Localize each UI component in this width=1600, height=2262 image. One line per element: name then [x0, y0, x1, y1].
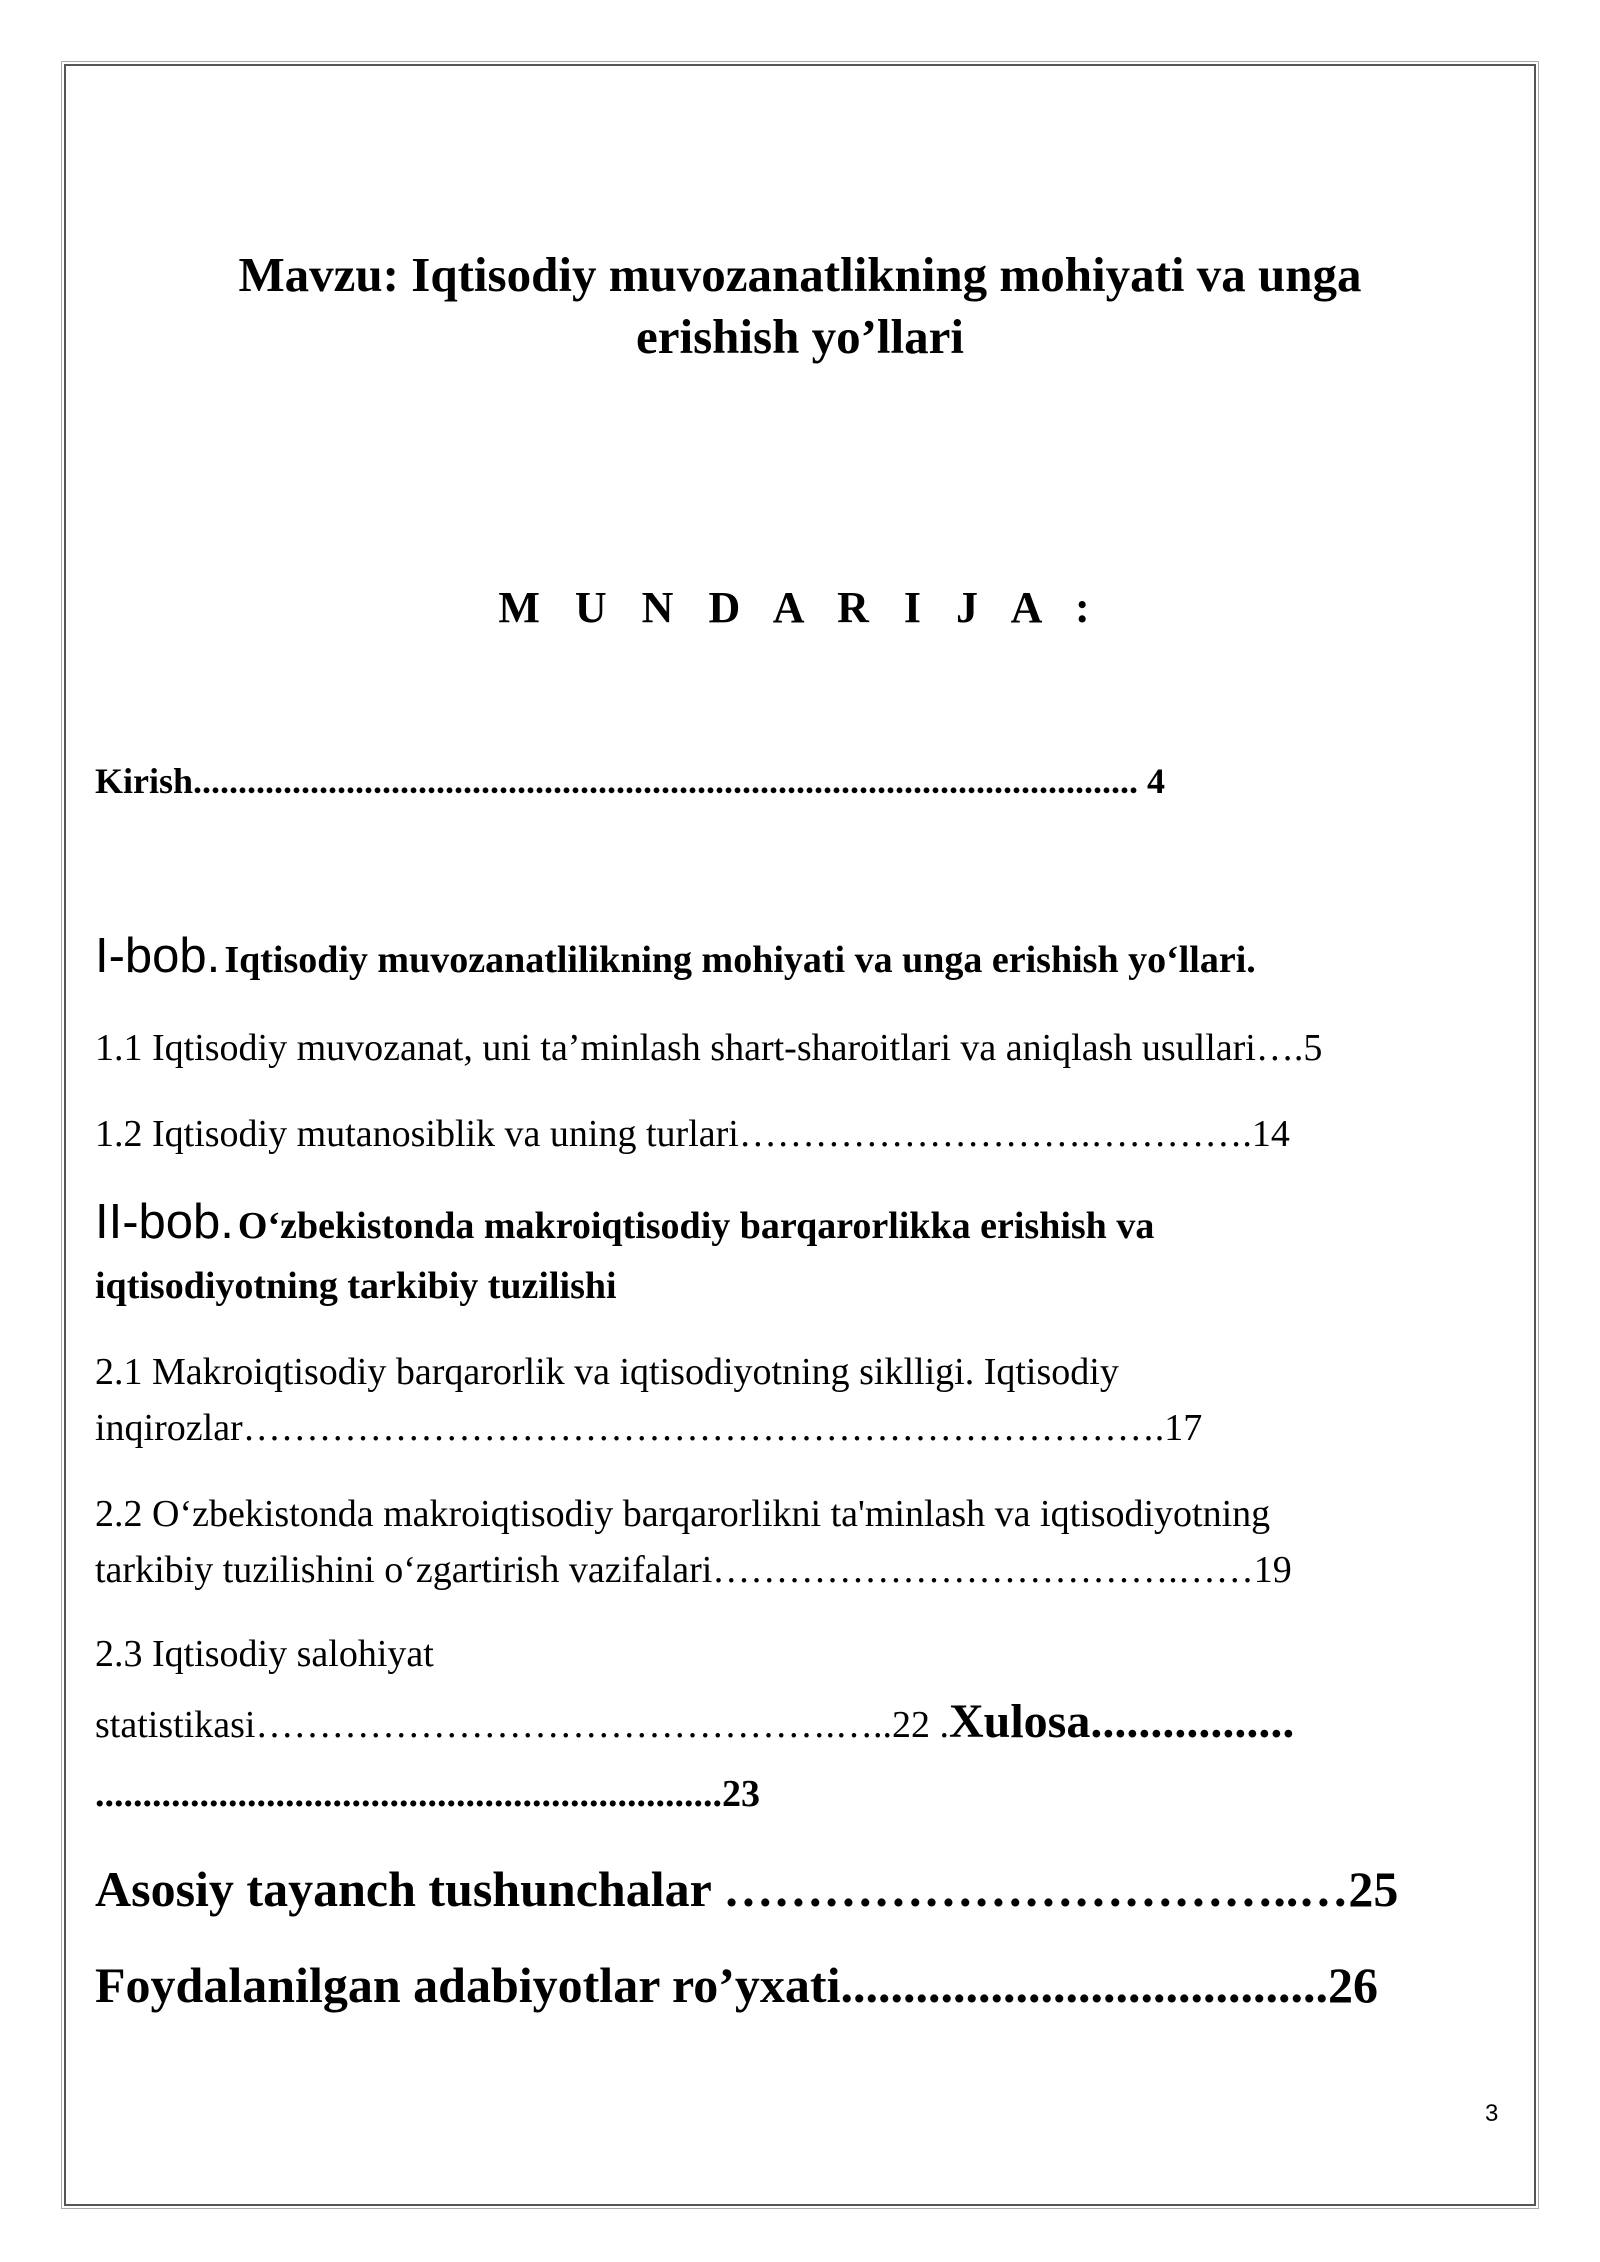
toc-entry-2-2-line-1: 2.2 O‘zbekistonda makroiqtisodiy barqarorlikni ta'minlash va iqtisodiyotning	[95, 1493, 1271, 1535]
page-number: 3	[1485, 2100, 1499, 2127]
title-line-2: erishish yo’llari	[635, 309, 965, 364]
document-title	[0, 244, 1600, 368]
toc-entry-2-3-line-1: 2.3 Iqtisodiy salohiyat	[95, 1633, 434, 1675]
toc-entry-xulosa: Xulosa.................	[948, 1695, 1295, 1748]
toc-entry-2-1-line-1: 2.1 Makroiqtisodiy barqarorlik va iqtisodiyotning siklligi. Iqtisodiy	[95, 1351, 1119, 1393]
toc-entry-2-3-line-2	[95, 1694, 1294, 1749]
toc-entry-2-1-line-2: inqirozlar……………………………………………………………….17	[95, 1407, 1203, 1449]
toc-entry-1-1: 1.1 Iqtisodiy muvozanat, uni ta’minlash shart-sharoitlari va aniqlash usullari….5	[95, 1027, 1323, 1069]
entry-2-3-statistikasi: statistikasi……………………………………….…..22 .	[95, 1704, 949, 1746]
toc-entry-kirish: Kirish......................................................................................................... 4	[95, 761, 1166, 801]
toc-entry-xulosa-page: ..................................................................23	[95, 1773, 760, 1815]
chapter-2-label: II-bob.	[95, 1195, 234, 1249]
chapter-2-title-1: O‘zbekistonda makroiqtisodiy barqarorlikka erishish va	[237, 1205, 1155, 1247]
toc-chapter-1	[95, 928, 1256, 984]
toc-entry-asosiy: Asosiy tayanch tushunchalar ……………………………..…25	[95, 1861, 1399, 1917]
chapter-1-label: I-bob.	[95, 929, 221, 983]
title-line-1: Mavzu: Iqtisodiy muvozanatlikning mohiyati va unga	[238, 247, 1362, 302]
chapter-2-title-2: iqtisodiyotning tarkibiy tuzilishi	[95, 1265, 617, 1307]
toc-chapter-2	[95, 1194, 1154, 1250]
toc-entry-foydalanilgan: Foydalanilgan adabiyotlar ro’yxati.......................................26	[95, 1957, 1378, 2013]
toc-entry-1-2: 1.2 Iqtisodiy mutanosiblik va uning turlari……………………….………….14	[95, 1113, 1290, 1155]
toc-heading: M U N D A R I J A :	[498, 583, 1102, 632]
toc-entry-2-2-line-2: tarkibiy tuzilishini o‘zgartirish vazifalari……………………………….……19	[95, 1549, 1292, 1591]
chapter-1-title: Iqtisodiy muvozanatlilikning mohiyati va unga erishish yo‘llari.	[224, 939, 1256, 981]
